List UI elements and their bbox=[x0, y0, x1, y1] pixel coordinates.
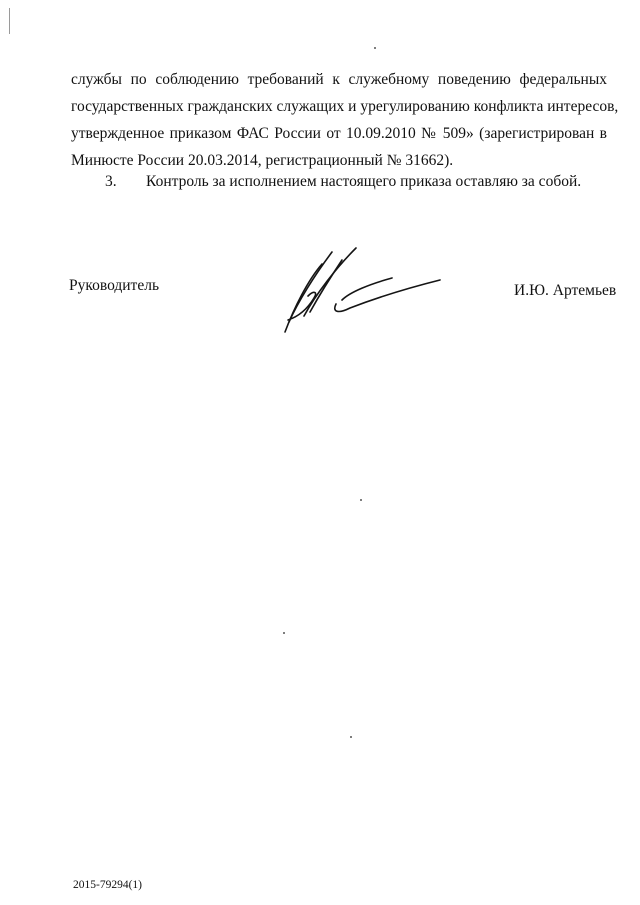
paragraph-line: государственных гражданских служащих и урегулированию конфликта интересов, bbox=[71, 98, 619, 115]
document-code: 2015-79294(1) bbox=[73, 879, 142, 891]
list-item-text: Контроль за исполнением настоящего приказа оставляю за собой. bbox=[146, 173, 582, 190]
scan-edge-mark bbox=[9, 8, 10, 34]
continuation-paragraph bbox=[71, 66, 619, 174]
signatory-role: Руководитель bbox=[69, 277, 160, 294]
handwritten-signature bbox=[280, 246, 450, 338]
scan-speck bbox=[374, 47, 376, 49]
paragraph-line: службы по соблюдению требований к служебному поведению федеральных bbox=[71, 71, 607, 88]
paragraph-line: Минюсте России 20.03.2014, регистрационный № 31662). bbox=[71, 152, 454, 169]
signatory-name: И.Ю. Артемьев bbox=[514, 282, 617, 299]
scan-speck bbox=[360, 499, 362, 501]
paragraph-line: утвержденное приказом ФАС России от 10.09.2010 № 509» (зарегистрирован в bbox=[71, 125, 607, 142]
scan-speck bbox=[283, 632, 285, 634]
list-item-3 bbox=[105, 172, 581, 192]
list-item-number: 3. bbox=[105, 173, 117, 190]
scan-speck bbox=[350, 736, 352, 738]
